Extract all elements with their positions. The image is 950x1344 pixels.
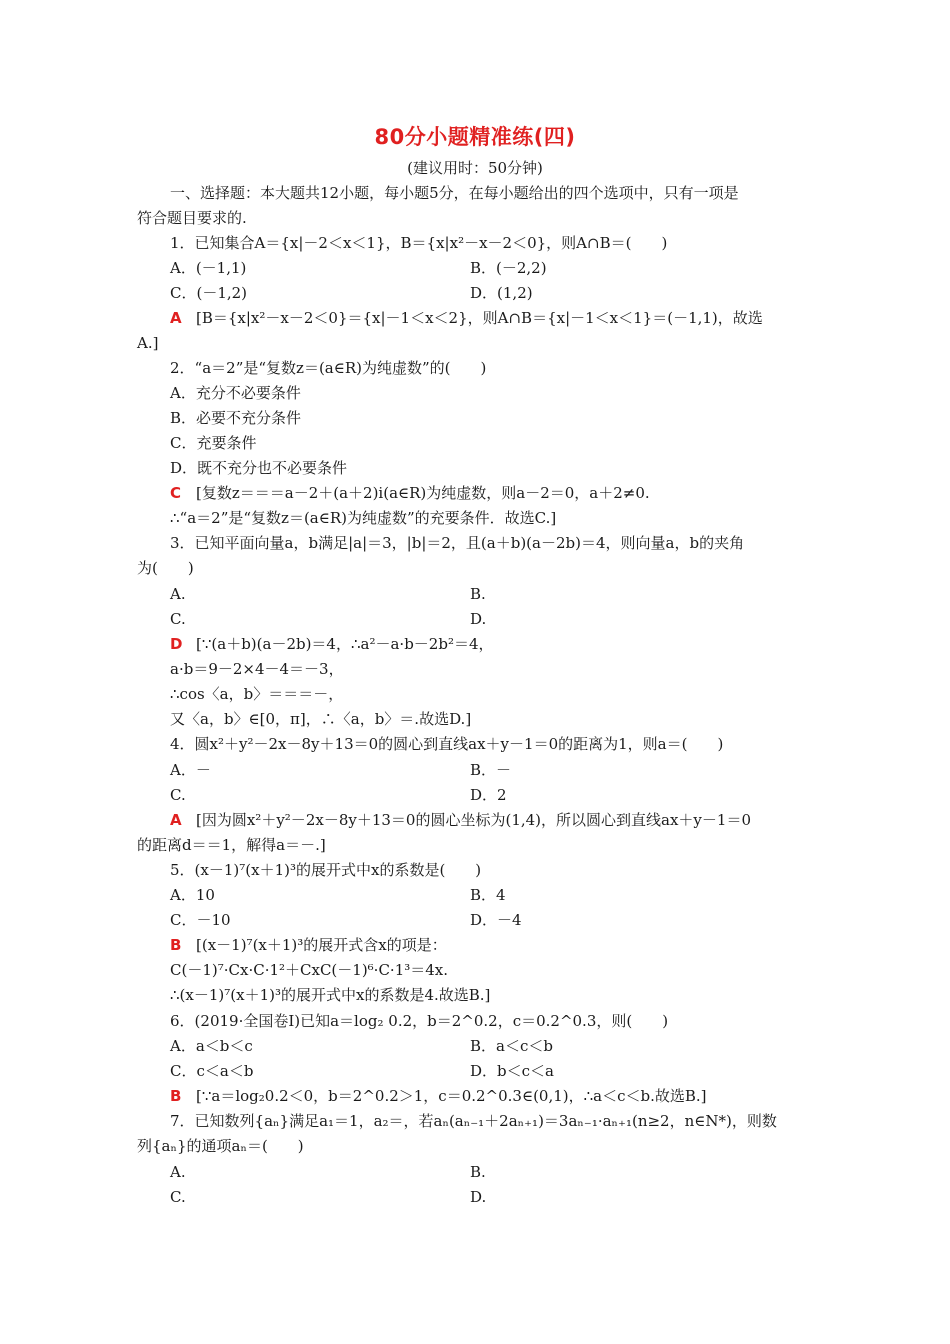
q4-stem: 4．圆x²＋y²－2x－8y＋13＝0的圆心到直线ax＋y－1＝0的距离为1，则a＝( ) bbox=[170, 735, 724, 753]
q6-solution bbox=[170, 1086, 707, 1106]
q1-solution-text: [B＝{x|x²－x－2＜0}＝{x|－1＜x＜2}，则A∩B＝{x|－1＜x＜1}＝(－1,1)，故选 bbox=[196, 309, 763, 327]
q5-solution-line-2: C(－1)⁷·Cx·C·1²＋CxC(－1)⁶·C·1³＝4x. bbox=[170, 961, 449, 979]
q3-solution bbox=[170, 634, 494, 654]
q5-option-d: D．－4 bbox=[470, 911, 522, 929]
q7-option-b: B. bbox=[470, 1163, 486, 1181]
q2-answer: C bbox=[170, 484, 182, 502]
q6-option-a: A．a＜b＜c bbox=[170, 1037, 253, 1055]
q4-option-d: D．2 bbox=[470, 786, 507, 804]
q1-answer: A bbox=[170, 309, 182, 327]
q5-solution bbox=[170, 935, 447, 955]
q7-stem-line-2: 列{aₙ}的通项aₙ＝( ) bbox=[137, 1137, 304, 1155]
q3-solution-line-3: ∴cos〈a，b〉＝＝＝－， bbox=[170, 685, 344, 703]
q1-option-d: D．(1,2) bbox=[470, 284, 533, 302]
q3-solution-line-2: a·b＝9－2×4－4＝－3， bbox=[170, 660, 344, 678]
q3-answer: D bbox=[170, 635, 183, 653]
q2-option-d: D．既不充分也不必要条件 bbox=[170, 459, 348, 477]
q4-option-c: C. bbox=[170, 786, 186, 804]
q3-stem-line-2: 为( ) bbox=[137, 559, 194, 577]
q6-option-c: C．c＜a＜b bbox=[170, 1062, 254, 1080]
q4-solution-line-2: 的距离d＝＝1，解得a＝－.] bbox=[137, 836, 326, 854]
intro-line-1: 一、选择题：本大题共12小题，每小题5分，在每小题给出的四个选项中，只有一项是 bbox=[170, 184, 739, 202]
q5-stem: 5．(x－1)⁷(x＋1)³的展开式中x的系数是( ) bbox=[170, 861, 482, 879]
q2-solution-text: [复数z＝＝＝a－2＋(a＋2)i(a∈R)为纯虚数，则a－2＝0，a＋2≠0. bbox=[196, 484, 650, 502]
q3-stem: 3．已知平面向量a，b满足|a|＝3，|b|＝2，且(a＋b)(a－2b)＝4，则向量a，b的夹角 bbox=[170, 534, 745, 552]
q1-solution bbox=[170, 308, 763, 328]
q3-option-c: C. bbox=[170, 610, 186, 628]
q6-stem: 6．(2019·全国卷Ⅰ)已知a＝log₂ 0.2，b＝2^0.2，c＝0.2^0.3，则( ) bbox=[170, 1012, 669, 1030]
q4-option-a: A．－ bbox=[170, 761, 211, 779]
q2-solution-line-2: ∴“a＝2”是“复数z＝(a∈R)为纯虚数”的充要条件．故选C.] bbox=[170, 509, 557, 527]
page-title: 80分小题精准练(四) bbox=[374, 125, 576, 149]
q5-solution-line-3: ∴(x－1)⁷(x＋1)³的展开式中x的系数是4.故选B.] bbox=[170, 986, 491, 1004]
q2-option-c: C．充要条件 bbox=[170, 434, 257, 452]
intro-line-2: 符合题目要求的. bbox=[137, 209, 247, 227]
q6-solution-text: [∵a＝log₂0.2＜0，b＝2^0.2＞1，c＝0.2^0.3∈(0,1)，∴a＜c＜b.故选B.] bbox=[196, 1087, 707, 1105]
q6-option-b: B．a＜c＜b bbox=[470, 1037, 553, 1055]
q1-option-a: A．(－1,1) bbox=[170, 259, 247, 277]
q6-answer: B bbox=[170, 1087, 182, 1105]
q2-option-a: A．充分不必要条件 bbox=[170, 384, 301, 402]
q4-solution-text: [因为圆x²＋y²－2x－8y＋13＝0的圆心坐标为(1,4)，所以圆心到直线ax＋y－1＝0 bbox=[196, 811, 751, 829]
q3-solution-text: [∵(a＋b)(a－2b)＝4，∴a²－a·b－2b²＝4， bbox=[196, 635, 494, 653]
q3-option-a: A. bbox=[170, 585, 186, 603]
q5-answer: B bbox=[170, 936, 182, 954]
q3-option-b: B. bbox=[470, 585, 486, 603]
q1-stem: 1．已知集合A＝{x|－2＜x＜1}，B＝{x|x²－x－2＜0}，则A∩B＝( ) bbox=[170, 234, 668, 252]
q2-stem: 2．“a＝2”是“复数z＝(a∈R)为纯虚数”的( ) bbox=[170, 359, 487, 377]
q3-option-d: D. bbox=[470, 610, 487, 628]
q3-solution-line-4: 又〈a，b〉∈[0，π]，∴〈a，b〉＝.故选D.] bbox=[170, 710, 472, 728]
q7-option-c: C. bbox=[170, 1188, 186, 1206]
q2-option-b: B．必要不充分条件 bbox=[170, 409, 302, 427]
q1-option-b: B．(－2,2) bbox=[470, 259, 547, 277]
q5-option-c: C．－10 bbox=[170, 911, 231, 929]
q7-option-a: A. bbox=[170, 1163, 186, 1181]
q5-option-b: B．4 bbox=[470, 886, 506, 904]
q4-option-b: B．－ bbox=[470, 761, 512, 779]
q5-solution-text: [(x－1)⁷(x＋1)³的展开式含x的项是： bbox=[196, 936, 447, 954]
q1-solution-line-2: A.] bbox=[137, 334, 159, 352]
q1-option-c: C．(－1,2) bbox=[170, 284, 248, 302]
q5-option-a: A．10 bbox=[170, 886, 215, 904]
page-subtitle: (建议用时：50分钟) bbox=[407, 159, 543, 177]
q7-option-d: D. bbox=[470, 1188, 487, 1206]
q2-solution bbox=[170, 483, 650, 503]
q7-stem: 7．已知数列{aₙ}满足a₁＝1，a₂＝，若aₙ(aₙ₋₁＋2aₙ₊₁)＝3aₙ₋₁·aₙ₊₁(n≥2，n∈N*)，则数 bbox=[170, 1112, 777, 1130]
q4-solution bbox=[170, 810, 751, 830]
q4-answer: A bbox=[170, 811, 182, 829]
q6-option-d: D．b＜c＜a bbox=[470, 1062, 554, 1080]
